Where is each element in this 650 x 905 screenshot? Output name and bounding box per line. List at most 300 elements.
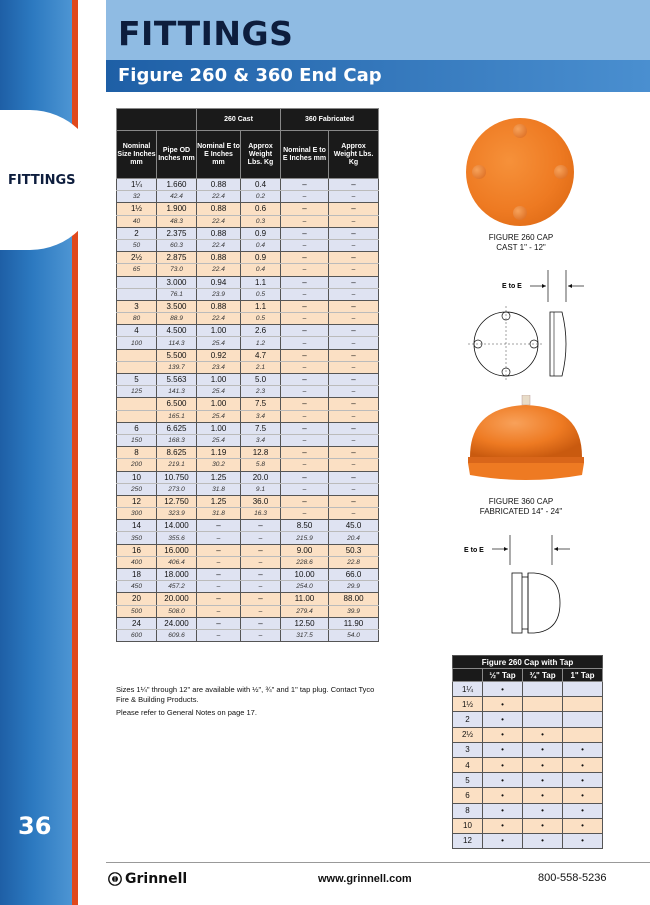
table-cell: – (329, 374, 379, 386)
phone-number: 800-558-5236 (538, 872, 607, 884)
table-cell: 1.25 (197, 471, 241, 483)
table-cell: 23.4 (197, 361, 241, 373)
tap-availability-cell: • (523, 742, 563, 757)
tap-table-row (453, 773, 603, 788)
table-row-mm (117, 288, 379, 300)
table-cell: 168.3 (157, 434, 197, 446)
table-cell: – (241, 520, 281, 532)
footer-divider (106, 862, 650, 863)
table-cell: – (281, 337, 329, 349)
tap-column-header (453, 669, 483, 682)
tap-availability-cell (523, 697, 563, 712)
tap-availability-cell: • (563, 773, 603, 788)
table-cell (117, 361, 157, 373)
table-cell: – (329, 179, 379, 191)
table-cell: 0.9 (241, 227, 281, 239)
figure-260-caption (446, 233, 596, 253)
table-cell: 25.4 (197, 434, 241, 446)
table-row-mm (117, 386, 379, 398)
figure-360-caption (446, 497, 596, 517)
table-cell: 3.4 (241, 410, 281, 422)
tap-availability-cell: • (563, 818, 603, 833)
table-cell: 29.9 (329, 581, 379, 593)
table-cell: 250 (117, 483, 157, 495)
table-cell: 1½ (117, 203, 157, 215)
table-row-mm (117, 581, 379, 593)
table-row-mm (117, 556, 379, 568)
table-cell: – (329, 276, 379, 288)
table-row-inches (117, 325, 379, 337)
table-cell: 0.3 (241, 215, 281, 227)
table-cell: – (197, 556, 241, 568)
table-cell: 254.0 (281, 581, 329, 593)
table-cell: – (281, 215, 329, 227)
column-header: Nominal E to E Inches mm (197, 131, 241, 179)
table-row-inches (117, 227, 379, 239)
table-cell: – (197, 605, 241, 617)
table-cell: 114.3 (157, 337, 197, 349)
table-cell: – (197, 629, 241, 641)
website-link[interactable]: www.grinnell.com (318, 873, 412, 885)
tap-availability-cell: • (483, 818, 523, 833)
tap-table-row (453, 818, 603, 833)
table-cell (117, 276, 157, 288)
table-cell: – (329, 300, 379, 312)
table-cell: 9.00 (281, 544, 329, 556)
tap-availability-cell: • (523, 818, 563, 833)
dimension-label: E to E (464, 547, 484, 554)
table-cell: 150 (117, 434, 157, 446)
tap-availability-cell: • (563, 788, 603, 803)
column-header: Nominal E to E Inches mm (281, 131, 329, 179)
table-cell: 400 (117, 556, 157, 568)
table-cell: 450 (117, 581, 157, 593)
table-cell: 215.9 (281, 532, 329, 544)
table-cell: – (329, 495, 379, 507)
table-cell: 22.4 (197, 313, 241, 325)
tap-availability-cell: • (483, 788, 523, 803)
table-cell: 16.000 (157, 544, 197, 556)
table-cell: – (329, 410, 379, 422)
tap-column-header: 1" Tap (563, 669, 603, 682)
table-cell: 1.00 (197, 398, 241, 410)
table-cell: 219.1 (157, 459, 197, 471)
table-cell: 406.4 (157, 556, 197, 568)
table-cell: 8.50 (281, 520, 329, 532)
table-cell: 88.00 (329, 593, 379, 605)
table-cell: – (329, 471, 379, 483)
figure-260-dimension-diagram (462, 268, 592, 388)
grinnell-logo-icon (108, 872, 122, 886)
table-cell: 7.5 (241, 398, 281, 410)
tap-table (452, 655, 603, 849)
table-cell: 22.4 (197, 239, 241, 251)
tap-table-row (453, 742, 603, 757)
table-row-inches (117, 252, 379, 264)
table-cell: – (241, 569, 281, 581)
table-header-blank (117, 109, 197, 131)
tap-availability-cell: • (523, 788, 563, 803)
tap-availability-cell: • (483, 712, 523, 727)
table-cell: – (281, 483, 329, 495)
table-cell: 25.4 (197, 410, 241, 422)
table-cell: 3.4 (241, 434, 281, 446)
table-cell: 0.88 (197, 179, 241, 191)
table-cell: – (197, 544, 241, 556)
table-cell: 5.8 (241, 459, 281, 471)
table-cell: 54.0 (329, 629, 379, 641)
caption-line: FIGURE 260 CAP (488, 233, 554, 242)
table-cell: 228.6 (281, 556, 329, 568)
table-cell: 0.4 (241, 179, 281, 191)
table-notes (116, 685, 381, 721)
table-cell: 22.4 (197, 215, 241, 227)
tap-size-cell: 4 (453, 757, 483, 772)
table-cell: 600 (117, 629, 157, 641)
table-cell: 3 (117, 300, 157, 312)
tap-table-row (453, 803, 603, 818)
table-cell: – (241, 617, 281, 629)
tap-availability-cell: • (563, 742, 603, 757)
page-title: FITTINGS (118, 14, 294, 53)
table-row-mm (117, 337, 379, 349)
table-cell: 14 (117, 520, 157, 532)
table-cell: – (329, 325, 379, 337)
table-row-mm (117, 629, 379, 641)
table-cell: – (241, 629, 281, 641)
table-cell: – (241, 544, 281, 556)
table-row-inches (117, 179, 379, 191)
table-cell: 125 (117, 386, 157, 398)
table-row-inches (117, 471, 379, 483)
tap-availability-cell: • (523, 757, 563, 772)
tap-availability-cell: • (483, 727, 523, 742)
table-cell: 323.9 (157, 508, 197, 520)
cap-lug (513, 206, 527, 220)
table-cell: 23.9 (197, 288, 241, 300)
table-cell: 8 (117, 447, 157, 459)
table-cell: – (329, 361, 379, 373)
table-row-inches (117, 593, 379, 605)
table-cell: – (197, 569, 241, 581)
tap-size-cell: 1½ (453, 697, 483, 712)
table-cell: 42.4 (157, 191, 197, 203)
table-row-inches (117, 422, 379, 434)
table-cell: – (329, 264, 379, 276)
table-cell: 14.000 (157, 520, 197, 532)
table-cell: 500 (117, 605, 157, 617)
table-cell: – (329, 252, 379, 264)
table-cell: 165.1 (157, 410, 197, 422)
table-cell: 22.4 (197, 264, 241, 276)
table-row-mm (117, 215, 379, 227)
table-cell: – (197, 520, 241, 532)
table-cell: – (281, 361, 329, 373)
table-cell: – (281, 508, 329, 520)
table-cell: 2½ (117, 252, 157, 264)
table-row-mm (117, 264, 379, 276)
table-row-inches (117, 300, 379, 312)
caption-line: CAST 1" - 12" (496, 243, 546, 252)
table-row-mm (117, 508, 379, 520)
table-cell: 1.00 (197, 374, 241, 386)
tap-availability-cell: • (523, 803, 563, 818)
tap-size-cell: 10 (453, 818, 483, 833)
table-cell: – (329, 483, 379, 495)
table-cell: 22.4 (197, 191, 241, 203)
table-cell: 16.3 (241, 508, 281, 520)
table-cell: 8.625 (157, 447, 197, 459)
table-cell: 12.750 (157, 495, 197, 507)
table-cell: 73.0 (157, 264, 197, 276)
table-cell: – (281, 447, 329, 459)
tap-availability-cell: • (483, 757, 523, 772)
tap-column-header: ¾" Tap (523, 669, 563, 682)
table-cell: 2.375 (157, 227, 197, 239)
table-cell: 0.4 (241, 264, 281, 276)
tap-availability-cell: • (523, 833, 563, 848)
table-cell: 2 (117, 227, 157, 239)
table-cell: 0.4 (241, 239, 281, 251)
table-cell: 80 (117, 313, 157, 325)
table-cell: – (281, 325, 329, 337)
table-cell: 3.500 (157, 300, 197, 312)
tap-availability-cell: • (563, 833, 603, 848)
table-row-mm (117, 361, 379, 373)
table-row-mm (117, 532, 379, 544)
table-cell: 1.2 (241, 337, 281, 349)
tap-table-row (453, 697, 603, 712)
tap-availability-cell: • (523, 773, 563, 788)
table-cell: – (281, 191, 329, 203)
table-cell: 5 (117, 374, 157, 386)
column-header: Approx Weight Lbs. Kg (241, 131, 281, 179)
table-cell: 20 (117, 593, 157, 605)
table-cell: 18.000 (157, 569, 197, 581)
tap-size-cell: 6 (453, 788, 483, 803)
table-row-inches (117, 544, 379, 556)
tap-availability-cell (523, 682, 563, 697)
table-cell: 1.19 (197, 447, 241, 459)
caption-line: FIGURE 360 CAP (488, 497, 554, 506)
table-row-inches (117, 569, 379, 581)
table-cell: 25.4 (197, 386, 241, 398)
table-cell: 31.8 (197, 508, 241, 520)
note-text: Sizes 1¼" through 12" are available with ½", ¾" and 1" tap plug. Contact Tyco Fire & Building Products. (116, 685, 375, 704)
table-cell: 30.2 (197, 459, 241, 471)
dimensions-table (116, 108, 379, 642)
table-cell: 300 (117, 508, 157, 520)
tap-size-cell: 1¼ (453, 682, 483, 697)
table-cell: – (281, 288, 329, 300)
table-cell: – (329, 386, 379, 398)
table-cell: 25.4 (197, 337, 241, 349)
table-row-inches (117, 349, 379, 361)
table-cell: 0.94 (197, 276, 241, 288)
group-header-260: 260 Cast (197, 109, 281, 131)
table-cell: 100 (117, 337, 157, 349)
group-header-360: 360 Fabricated (281, 109, 379, 131)
table-cell: – (329, 203, 379, 215)
table-cell: 2.3 (241, 386, 281, 398)
table-cell: 39.9 (329, 605, 379, 617)
table-cell: – (281, 203, 329, 215)
table-cell: – (281, 179, 329, 191)
tap-table-body (453, 682, 603, 849)
table-cell: 508.0 (157, 605, 197, 617)
table-row-inches (117, 520, 379, 532)
note-text: Please refer to General Notes on page 17. (116, 708, 257, 717)
table-row-inches (117, 276, 379, 288)
tap-availability-cell: • (563, 757, 603, 772)
table-cell: 279.4 (281, 605, 329, 617)
table-cell: 88.9 (157, 313, 197, 325)
table-cell: – (281, 349, 329, 361)
table-cell: 2.6 (241, 325, 281, 337)
table-row-mm (117, 410, 379, 422)
table-row-mm (117, 459, 379, 471)
tap-size-cell: 5 (453, 773, 483, 788)
table-cell: 1.660 (157, 179, 197, 191)
tap-availability-cell: • (483, 697, 523, 712)
table-cell: 11.90 (329, 617, 379, 629)
tap-availability-cell (563, 727, 603, 742)
table-row-inches (117, 398, 379, 410)
table-cell: – (329, 447, 379, 459)
table-cell: 32 (117, 191, 157, 203)
tap-table-row (453, 682, 603, 697)
table-cell: – (241, 581, 281, 593)
table-cell: – (281, 276, 329, 288)
table-cell: 2.1 (241, 361, 281, 373)
table-cell: 355.6 (157, 532, 197, 544)
tap-availability-cell: • (483, 742, 523, 757)
table-cell: – (197, 593, 241, 605)
table-cell: – (281, 313, 329, 325)
tap-table-row (453, 788, 603, 803)
table-cell: 66.0 (329, 569, 379, 581)
table-cell: 6 (117, 422, 157, 434)
table-cell: 50.3 (329, 544, 379, 556)
cap-lug (513, 124, 527, 138)
tap-table-row (453, 833, 603, 848)
tap-availability-cell (523, 712, 563, 727)
table-cell: 5.563 (157, 374, 197, 386)
cap-lug (554, 165, 568, 179)
table-cell: 12.50 (281, 617, 329, 629)
table-cell: – (329, 239, 379, 251)
figure-360-cap-image (466, 395, 586, 485)
table-cell: – (281, 459, 329, 471)
column-header: Pipe OD Inches mm (157, 131, 197, 179)
table-cell: – (197, 581, 241, 593)
table-row-inches (117, 495, 379, 507)
table-cell: 609.6 (157, 629, 197, 641)
table-cell: 457.2 (157, 581, 197, 593)
table-cell: 1.00 (197, 325, 241, 337)
table-cell (117, 410, 157, 422)
page-number: 36 (18, 812, 52, 840)
table-cell: – (281, 398, 329, 410)
table-row-mm (117, 434, 379, 446)
table-cell: 12.8 (241, 447, 281, 459)
table-cell: 4.7 (241, 349, 281, 361)
table-cell: 16 (117, 544, 157, 556)
table-cell: 10 (117, 471, 157, 483)
table-cell: 5.500 (157, 349, 197, 361)
table-cell: 40 (117, 215, 157, 227)
table-cell: 60.3 (157, 239, 197, 251)
table-cell: 10.00 (281, 569, 329, 581)
table-cell: 4.500 (157, 325, 197, 337)
brand-name: Grinnell (125, 871, 188, 887)
tap-availability-cell (563, 682, 603, 697)
table-cell: 0.88 (197, 300, 241, 312)
table-cell: 2.875 (157, 252, 197, 264)
table-cell: 36.0 (241, 495, 281, 507)
table-cell: 76.1 (157, 288, 197, 300)
tap-size-cell: 8 (453, 803, 483, 818)
table-cell: – (329, 398, 379, 410)
table-cell: 0.6 (241, 203, 281, 215)
table-row-inches (117, 617, 379, 629)
table-cell: 1.1 (241, 276, 281, 288)
table-cell: 7.5 (241, 422, 281, 434)
table-cell: 65 (117, 264, 157, 276)
caption-line: FABRICATED 14" - 24" (479, 507, 563, 516)
table-cell: – (329, 459, 379, 471)
section-tab-label: FITTINGS (8, 173, 76, 188)
table-cell: 10.750 (157, 471, 197, 483)
brand-logo (108, 871, 187, 887)
table-cell: 20.0 (241, 471, 281, 483)
table-cell: 22.8 (329, 556, 379, 568)
table-cell: – (281, 471, 329, 483)
table-cell: – (329, 508, 379, 520)
table-cell: – (281, 239, 329, 251)
table-cell: – (241, 556, 281, 568)
table-cell: 48.3 (157, 215, 197, 227)
table-cell: 18 (117, 569, 157, 581)
table-cell: 31.8 (197, 483, 241, 495)
table-cell: 0.2 (241, 191, 281, 203)
table-cell: 20.000 (157, 593, 197, 605)
tap-availability-cell (563, 712, 603, 727)
table-cell: 6.625 (157, 422, 197, 434)
table-cell: 141.3 (157, 386, 197, 398)
table-cell: 5.0 (241, 374, 281, 386)
tap-availability-cell: • (523, 727, 563, 742)
table-cell: 200 (117, 459, 157, 471)
table-cell: – (329, 215, 379, 227)
table-cell: – (281, 495, 329, 507)
table-cell: 273.0 (157, 483, 197, 495)
tap-size-cell: 2½ (453, 727, 483, 742)
table-row-inches (117, 374, 379, 386)
tap-table-title: Figure 260 Cap with Tap (452, 655, 603, 668)
table-cell: 317.5 (281, 629, 329, 641)
table-cell: – (281, 422, 329, 434)
table-cell: – (329, 227, 379, 239)
table-cell: 0.92 (197, 349, 241, 361)
tap-availability-cell: • (483, 803, 523, 818)
tap-availability-cell: • (483, 682, 523, 697)
table-cell (117, 349, 157, 361)
table-cell: 45.0 (329, 520, 379, 532)
table-cell: 20.4 (329, 532, 379, 544)
table-cell: 0.9 (241, 252, 281, 264)
cap-lug (472, 165, 486, 179)
